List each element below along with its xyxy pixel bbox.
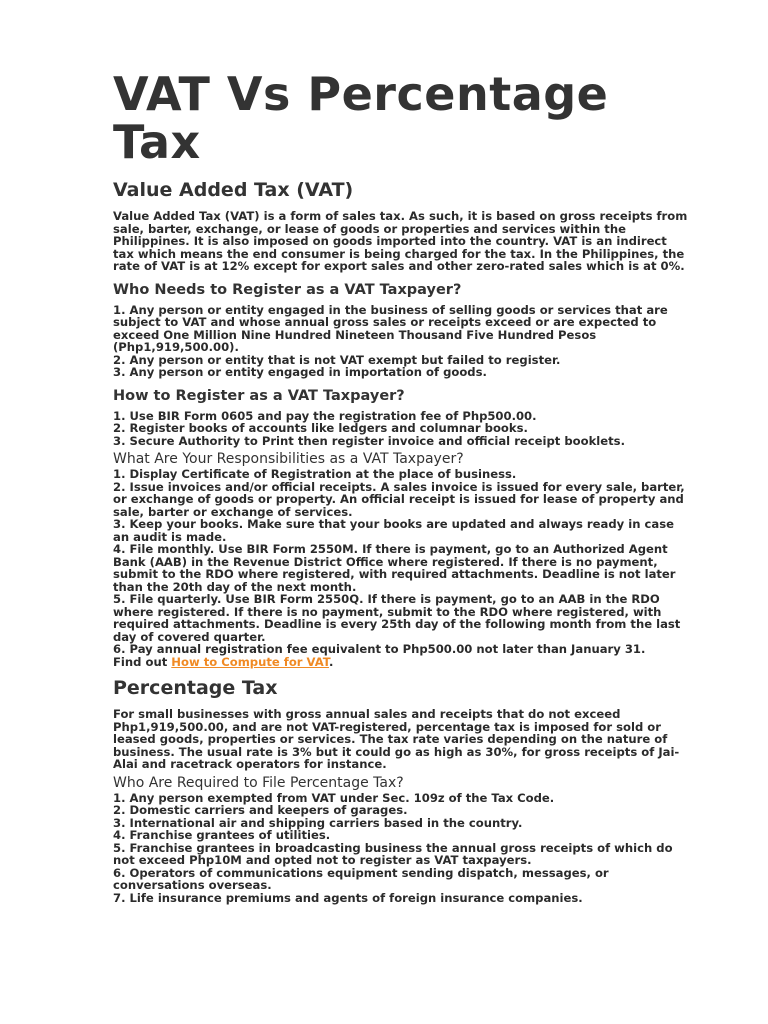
list-item: 6. Pay annual registration fee equivalent to Php500.00 not later than January 31. bbox=[113, 642, 646, 656]
list-item: 3. Any person or entity engaged in importation of goods. bbox=[113, 365, 487, 379]
vat-heading: Value Added Tax (VAT) bbox=[113, 179, 354, 201]
list-item: 2. Issue invoices and/or official receipts. A sales invoice is issued for every sale, barter, or exchange of goods or property. An official receipt is issued for lease of property and sale, barter or exchange of services. bbox=[113, 479, 685, 519]
list-item: 2. Domestic carriers and keepers of garages. bbox=[113, 803, 408, 817]
list-item: 3. Keep your books. Make sure that your books are updated and always ready in case an audit is made. bbox=[113, 517, 674, 544]
find-out-line bbox=[113, 656, 688, 669]
list-item: 1. Use BIR Form 0605 and pay the registration fee of Php500.00. bbox=[113, 408, 537, 423]
responsibilities-list bbox=[113, 468, 688, 656]
who-file-list bbox=[113, 792, 688, 905]
list-item: 6. Operators of communications equipment sending dispatch, messages, or conversations overseas. bbox=[113, 865, 609, 892]
document-content bbox=[113, 67, 688, 905]
list-item: 1. Any person exempted from VAT under Sec. 109z of the Tax Code. bbox=[113, 790, 555, 805]
find-out-suffix: . bbox=[328, 654, 334, 669]
percentage-intro: For small businesses with gross annual sales and receipts that do not exceed Php1,919,500.00, and are not VAT-registered, percentage tax is imposed for sold or leased goods, properties or services. The tax rate varies depending on the nature of business. The usual rate is 3% but it could go as high as 30%, for gross receipts of Jai-Alai and racetrack operators for instance. bbox=[113, 707, 680, 771]
list-item: 2. Any person or entity that is not VAT exempt but failed to register. bbox=[113, 352, 561, 367]
vat-intro: Value Added Tax (VAT) is a form of sales tax. As such, it is based on gross receipts from sale, barter, exchange, or lease of goods or properties and services within the Philippines. It is also imposed on goods imported into the country. VAT is an indirect tax which means the end consumer is being charged for the tax. In the Philippines, the rate of VAT is at 12% except for export sales and other zero-rated sales which is at 0%. bbox=[113, 209, 688, 273]
percentage-heading: Percentage Tax bbox=[113, 677, 278, 699]
list-item: 7. Life insurance premiums and agents of foreign insurance companies. bbox=[113, 890, 583, 905]
list-item: 1. Any person or entity engaged in the business of selling goods or services that are subject to VAT and whose annual gross sales or receipts exceed or are expected to exceed One Million Nine Hundred Nineteen Thousand Five Hundred Pesos (Php1,919,500.00). bbox=[113, 302, 668, 354]
who-register-list bbox=[113, 304, 688, 379]
list-item: 2. Register books of accounts like ledgers and columnar books. bbox=[113, 421, 528, 435]
list-item: 3. Secure Authority to Print then register invoice and official receipt booklets. bbox=[113, 433, 625, 448]
list-item: 3. International air and shipping carriers based in the country. bbox=[113, 815, 523, 830]
list-item: 4. File monthly. Use BIR Form 2550M. If there is payment, go to an Authorized Agent Bank (AAB) in the Revenue District Office where registered. If there is no payment, submit to the RDO where registered, with required attachments. Deadline is not later than the 20th day of the next month. bbox=[113, 542, 676, 594]
list-item: 5. File quarterly. Use BIR Form 2550Q. If there is payment, go to an AAB in the RDO where registered. If there is no payment, submit to the RDO where registered, with required attachments. Deadline is every 25th day of the following month from the last day of covered quarter. bbox=[113, 592, 681, 644]
find-out-prefix: Find out bbox=[113, 654, 172, 669]
page-title: VAT Vs Percentage Tax bbox=[113, 67, 609, 169]
how-to-compute-vat-link[interactable]: How to Compute for VAT bbox=[171, 654, 329, 669]
responsibilities-heading: What Are Your Responsibilities as a VAT Taxpayer? bbox=[113, 451, 464, 467]
list-item: 1. Display Certificate of Registration at the place of business. bbox=[113, 467, 517, 481]
list-item: 4. Franchise grantees of utilities. bbox=[113, 828, 331, 842]
who-register-heading: Who Needs to Register as a VAT Taxpayer? bbox=[113, 281, 462, 298]
list-item: 5. Franchise grantees in broadcasting business the annual gross receipts of which do not exceed Php10M and opted not to register as VAT taxpayers. bbox=[113, 840, 673, 867]
who-file-heading: Who Are Required to File Percentage Tax? bbox=[113, 774, 404, 791]
how-register-heading: How to Register as a VAT Taxpayer? bbox=[113, 387, 405, 404]
how-register-list bbox=[113, 410, 688, 448]
